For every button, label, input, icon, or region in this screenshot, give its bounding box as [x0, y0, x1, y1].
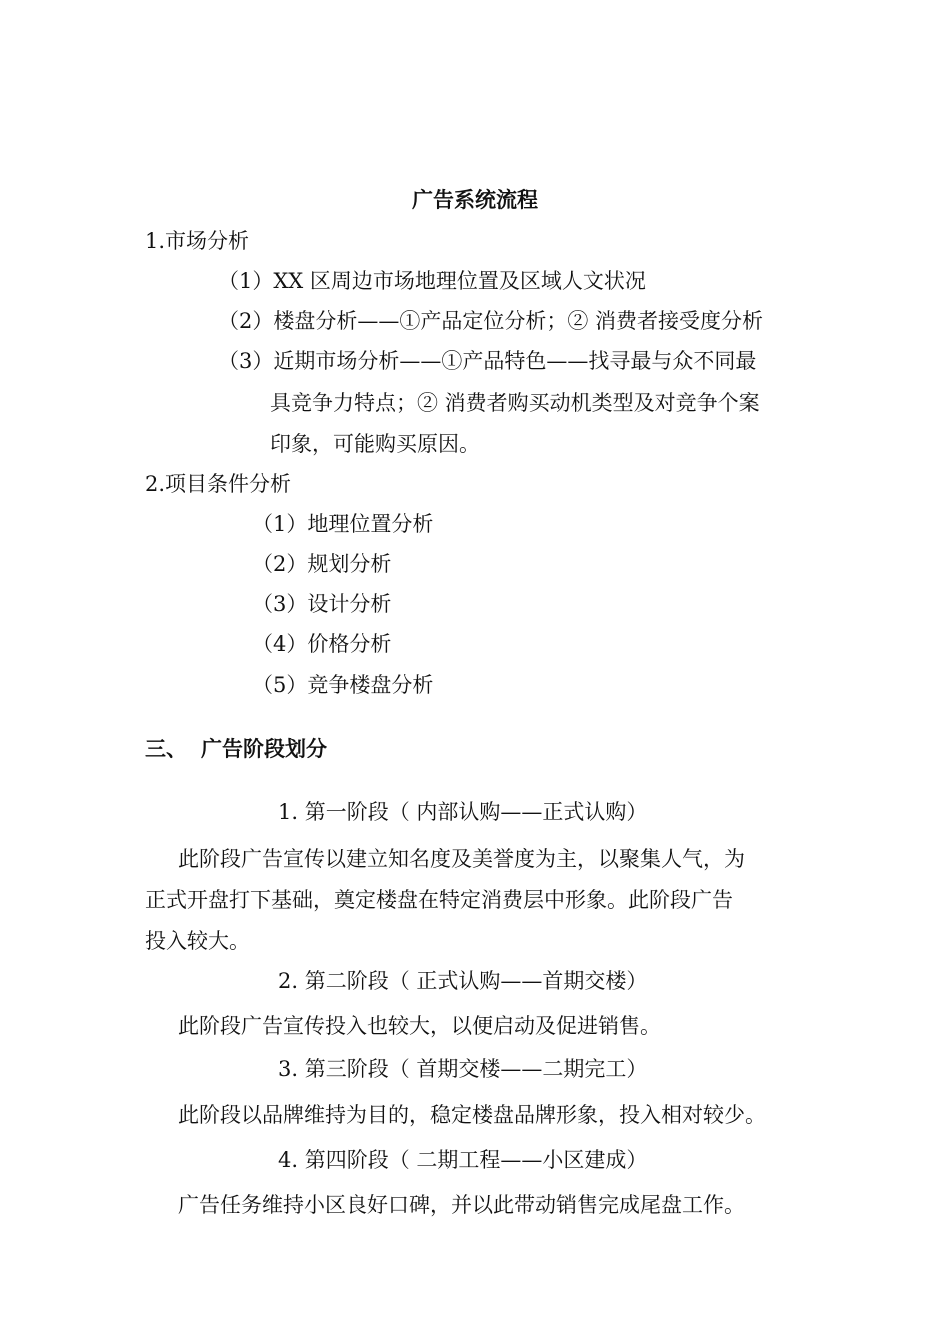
section2-item-1: （1）地理位置分析 [252, 512, 434, 536]
section3-title: 广告阶段划分 [201, 737, 327, 761]
stage-2-line-1: 此阶段广告宣传投入也较大，以便启动及促进销售。 [178, 1014, 661, 1038]
section1-heading: 1.市场分析 [145, 229, 250, 253]
section2-heading: 2.项目条件分析 [145, 472, 292, 496]
section1-item-1: （1）XX 区周边市场地理位置及区域人文状况 [218, 269, 646, 293]
section1-item-3: （3）近期市场分析——①产品特色——找寻最与众不同最 [218, 349, 757, 373]
section3-number: 三、 [145, 737, 187, 761]
stage-1-line-2: 正式开盘打下基础，奠定楼盘在特定消费层中形象。此阶段广告 [145, 888, 733, 912]
stage-1-line-1: 此阶段广告宣传以建立知名度及美誉度为主，以聚集人气，为 [178, 847, 745, 871]
section1-item-2: （2）楼盘分析——①产品定位分析；② 消费者接受度分析 [218, 309, 764, 333]
section2-item-5: （5）竞争楼盘分析 [252, 673, 434, 697]
stage-4-title: 4. 第四阶段（ 二期工程——小区建成） [278, 1148, 648, 1172]
stage-3-title: 3. 第三阶段（ 首期交楼——二期完工） [278, 1057, 648, 1081]
stage-3-line-1: 此阶段以品牌维持为目的，稳定楼盘品牌形象，投入相对较少。 [178, 1103, 766, 1127]
stage-4-line-1: 广告任务维持小区良好口碑，并以此带动销售完成尾盘工作。 [178, 1193, 745, 1217]
section2-item-2: （2）规划分析 [252, 552, 392, 576]
document-title: 广告系统流程 [412, 188, 538, 212]
section1-item-3-cont-2: 印象，可能购买原因。 [270, 432, 480, 456]
section2-item-4: （4）价格分析 [252, 632, 392, 656]
section1-item-3-cont-1: 具竞争力特点；② 消费者购买动机类型及对竞争个案 [270, 391, 760, 415]
stage-1-title: 1. 第一阶段（ 内部认购——正式认购） [278, 800, 648, 824]
section3-heading [145, 736, 327, 762]
stage-2-title: 2. 第二阶段（ 正式认购——首期交楼） [278, 969, 648, 993]
section2-item-3: （3）设计分析 [252, 592, 392, 616]
stage-1-line-3: 投入较大。 [145, 929, 250, 953]
